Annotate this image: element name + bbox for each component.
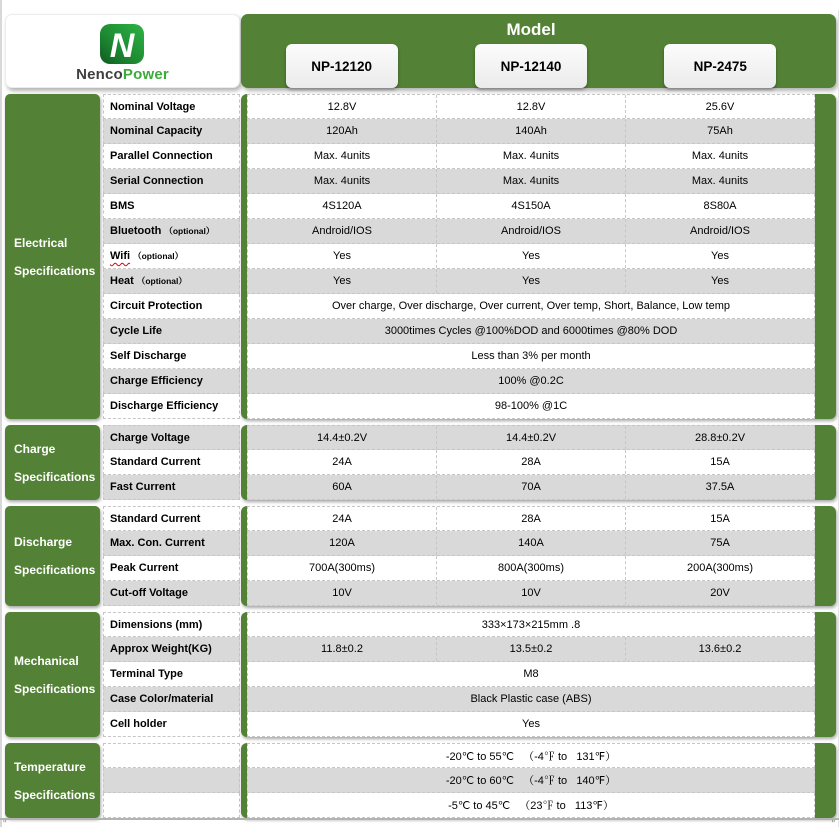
value-cell: Max. 4units	[313, 175, 371, 187]
value-cell: Android/IOS	[436, 219, 625, 243]
value-cell: 140Ah	[436, 119, 625, 143]
value-row	[247, 793, 815, 818]
section-electrical	[5, 94, 839, 419]
nencopower-logo-icon	[98, 20, 148, 68]
row-label-cell	[103, 269, 240, 294]
model-tab-np-2475: NP-2475	[664, 44, 776, 88]
value-cell: 11.8±0.2	[321, 643, 363, 655]
row-label-cell	[103, 394, 240, 419]
section-title-line: Discharge	[14, 535, 73, 549]
section-title-line: Specifications	[14, 563, 96, 577]
value-cell: 15A	[625, 450, 814, 474]
value-cell: 28A	[436, 450, 625, 474]
row-label-text: Serial Connection	[110, 175, 204, 187]
row-label-cell	[103, 687, 240, 712]
value-row	[247, 637, 815, 662]
model-tab-slot-1	[247, 44, 436, 88]
value-row	[247, 556, 815, 581]
value-cell: 24A	[332, 456, 352, 468]
value-row	[247, 144, 815, 169]
value-cell: Yes	[436, 269, 625, 293]
value-row	[247, 743, 815, 768]
row-label-text: Charge Efficiency	[110, 375, 203, 387]
value-cell: 8S80A	[625, 194, 814, 218]
value-cell: 75Ah	[625, 119, 814, 143]
brand-name-nenco: Nenco	[76, 65, 123, 83]
row-label-text: Case Color/material	[110, 693, 214, 705]
model-tab-slot-2	[436, 44, 625, 88]
value-cell: Max. 4units	[625, 144, 814, 168]
values-panel	[241, 743, 836, 818]
row-label-text: Self Discharge	[110, 350, 187, 362]
value-cell: 700A(300ms)	[308, 562, 376, 574]
value-cell: 120Ah	[326, 125, 358, 137]
value-cell: Max. 4units	[436, 169, 625, 193]
row-label-cell	[103, 244, 240, 269]
value-row	[247, 506, 815, 531]
value-cell: 13.6±0.2	[625, 637, 814, 661]
section-title-line: Specifications	[14, 787, 96, 802]
row-label-text: Standard Current	[110, 456, 201, 468]
value-cell: 140A	[436, 531, 625, 555]
row-label-cell	[103, 94, 240, 119]
row-label-cell	[103, 194, 240, 219]
model-tab-np-12120: NP-12120	[286, 44, 398, 88]
value-row	[247, 219, 815, 244]
row-label-text: Bluetooth	[110, 225, 162, 237]
logo-card	[5, 14, 240, 88]
row-label-text: Fast Current	[110, 481, 176, 493]
section-title-line: Charge	[14, 441, 56, 456]
section-title-line: Mechanical	[14, 653, 79, 668]
value-cell: 14.4±0.2V	[436, 426, 625, 449]
value-cell: 200A(300ms)	[625, 556, 814, 580]
row-label-column	[103, 506, 240, 606]
row-label-text: Charge Voltage	[110, 431, 190, 444]
row-label-text: Heat	[110, 275, 134, 287]
value-cell-span: -20℃ to 55℃ （-4℉ to 131℉）	[445, 750, 617, 763]
value-row	[247, 581, 815, 606]
brand-name	[76, 66, 169, 83]
spec-sections	[0, 94, 839, 818]
value-cell: 800A(300ms)	[436, 556, 625, 580]
row-label-cell	[103, 144, 240, 169]
value-cell: 37.5A	[625, 475, 814, 499]
row-label-cell	[103, 425, 240, 450]
row-label-cell	[103, 637, 240, 662]
row-label-cell	[103, 119, 240, 144]
row-label-text: Nominal Capacity	[110, 125, 203, 137]
value-cell: Max. 4units	[313, 150, 371, 162]
page-edge-bottom	[0, 818, 839, 820]
row-label-optional-tag: （optional）	[136, 276, 187, 286]
row-label-cell	[103, 319, 240, 344]
value-cell: 120A	[329, 537, 355, 549]
row-label-optional-tag: （optional）	[164, 226, 215, 236]
value-cell-span: 333×173×215mm .8	[481, 618, 581, 631]
row-label-cell	[103, 475, 240, 500]
value-cell: 4S150A	[436, 194, 625, 218]
value-row	[247, 319, 815, 344]
value-cell: Yes	[333, 250, 351, 262]
section-title-line: Specifications	[14, 681, 96, 696]
row-label-column	[103, 425, 240, 500]
row-label-cell	[103, 294, 240, 319]
value-cell-span: Over charge, Over discharge, Over current, Over temp, Short, Balance, Low temp	[332, 300, 730, 312]
value-cell-span: M8	[523, 668, 539, 680]
values-panel	[241, 425, 836, 500]
value-row	[247, 450, 815, 475]
row-label-text: Parallel Connection	[110, 150, 213, 162]
value-cell: Android/IOS	[312, 225, 372, 237]
value-cell: 70A	[436, 475, 625, 499]
row-label-text: Wifi	[110, 250, 131, 262]
value-cell-span: 3000times Cycles @100%DOD and 6000times @80% DOD	[384, 325, 678, 337]
value-row	[247, 687, 815, 712]
value-cell: 14.4±0.2V	[316, 431, 368, 444]
row-label-cell	[103, 793, 240, 818]
row-label-optional-tag: （optional）	[133, 251, 184, 261]
section-discharge	[5, 506, 839, 606]
row-label-text: Dimensions (mm)	[110, 618, 203, 631]
value-row	[247, 612, 815, 637]
section-temperature	[5, 743, 839, 818]
corner-mark-right: "	[831, 819, 835, 827]
row-label-cell	[103, 662, 240, 687]
row-label-cell	[103, 344, 240, 369]
row-label-text: Terminal Type	[110, 668, 183, 680]
value-cell: 10V	[436, 581, 625, 605]
row-label-text: BMS	[110, 200, 135, 212]
value-cell-span: -5℃ to 45℃ （23℉ to 113℉）	[448, 800, 614, 812]
value-cell: Max. 4units	[625, 169, 814, 193]
row-label-cell	[103, 531, 240, 556]
value-row	[247, 662, 815, 687]
value-row	[247, 119, 815, 144]
section-title-mechanical	[5, 612, 100, 737]
section-title-temperature	[5, 743, 100, 818]
model-header-title: Model	[506, 20, 556, 39]
row-label-column	[103, 743, 240, 818]
value-cell: Yes	[436, 244, 625, 268]
value-cell: Max. 4units	[436, 144, 625, 168]
values-panel	[241, 506, 836, 606]
value-row	[247, 369, 815, 394]
value-row	[247, 194, 815, 219]
row-label-cell	[103, 369, 240, 394]
section-title-electrical	[5, 94, 100, 419]
value-cell: 15A	[625, 507, 814, 530]
value-cell: 60A	[332, 481, 352, 493]
row-label-text: Peak Current	[110, 562, 179, 574]
value-cell: 13.5±0.2	[436, 637, 625, 661]
value-cell: 28.8±0.2V	[625, 426, 814, 449]
value-row	[247, 425, 815, 450]
row-label-text: Approx Weight(KG)	[110, 643, 212, 655]
section-mechanical	[5, 612, 839, 737]
row-label-cell	[103, 768, 240, 793]
value-row	[247, 712, 815, 737]
value-cell: 10V	[332, 587, 352, 599]
value-cell: 12.8V	[327, 100, 357, 113]
row-label-cell	[103, 450, 240, 475]
values-panel	[241, 94, 836, 419]
section-title-discharge	[5, 506, 100, 606]
header-row	[5, 14, 839, 88]
row-label-text: Cell holder	[110, 718, 167, 730]
value-cell: 25.6V	[625, 95, 814, 118]
row-label-text: Nominal Voltage	[110, 100, 196, 113]
page-edge-left	[0, 0, 2, 827]
row-label-cell	[103, 612, 240, 637]
value-cell: Yes	[625, 269, 814, 293]
value-row	[247, 344, 815, 369]
value-row	[247, 244, 815, 269]
section-title-charge	[5, 425, 100, 500]
svg-text:N: N	[109, 26, 134, 65]
value-cell-span: Less than 3% per month	[471, 350, 591, 362]
section-title-line: Electrical	[14, 235, 68, 250]
row-label-cell	[103, 169, 240, 194]
value-row	[247, 531, 815, 556]
model-tab-np-12140: NP-12140	[475, 44, 587, 88]
values-panel	[241, 612, 836, 737]
value-row	[247, 768, 815, 793]
value-cell: 12.8V	[436, 95, 625, 118]
value-cell-span: -20℃ to 60℃ （-4℉ to 140℉）	[445, 775, 617, 787]
value-cell: Android/IOS	[625, 219, 814, 243]
row-label-cell	[103, 556, 240, 581]
value-cell-span: Black Plastic case (ABS)	[470, 693, 592, 705]
brand-name-power: Power	[122, 65, 169, 83]
model-header-panel	[241, 14, 836, 88]
value-cell-span: 98-100% @1C	[494, 400, 568, 412]
value-cell-span: Yes	[522, 718, 540, 730]
row-label-cell	[103, 743, 240, 768]
row-label-text: Circuit Protection	[110, 300, 203, 312]
section-charge	[5, 425, 839, 500]
value-cell: 75A	[625, 531, 814, 555]
model-tab-slot-3	[626, 44, 815, 88]
corner-mark-left: "	[3, 819, 7, 827]
value-row	[247, 394, 815, 419]
value-row	[247, 269, 815, 294]
value-cell: 20V	[625, 581, 814, 605]
row-label-cell	[103, 712, 240, 737]
row-label-cell	[103, 581, 240, 606]
row-label-column	[103, 612, 240, 737]
row-label-text: Discharge Efficiency	[110, 400, 219, 412]
row-label-cell	[103, 219, 240, 244]
value-cell: Yes	[625, 244, 814, 268]
row-label-column	[103, 94, 240, 419]
row-label-cell	[103, 506, 240, 531]
value-cell: 4S120A	[322, 200, 362, 212]
section-title-line: Specifications	[14, 469, 96, 484]
section-title-line: Temperature	[14, 759, 86, 774]
section-title-line: Specifications	[14, 263, 96, 278]
row-label-text: Max. Con. Current	[110, 537, 205, 549]
row-label-text: Cycle Life	[110, 325, 162, 337]
value-cell: 28A	[436, 507, 625, 530]
value-cell: Yes	[333, 275, 351, 287]
row-label-text: Standard Current	[110, 512, 201, 525]
value-row	[247, 475, 815, 500]
value-row	[247, 94, 815, 119]
value-cell-span: 100% @0.2C	[498, 375, 564, 387]
model-tabs-row	[247, 44, 815, 88]
row-label-text: Cut-off Voltage	[110, 587, 189, 599]
value-row	[247, 169, 815, 194]
value-row	[247, 294, 815, 319]
value-cell: 24A	[332, 512, 352, 525]
